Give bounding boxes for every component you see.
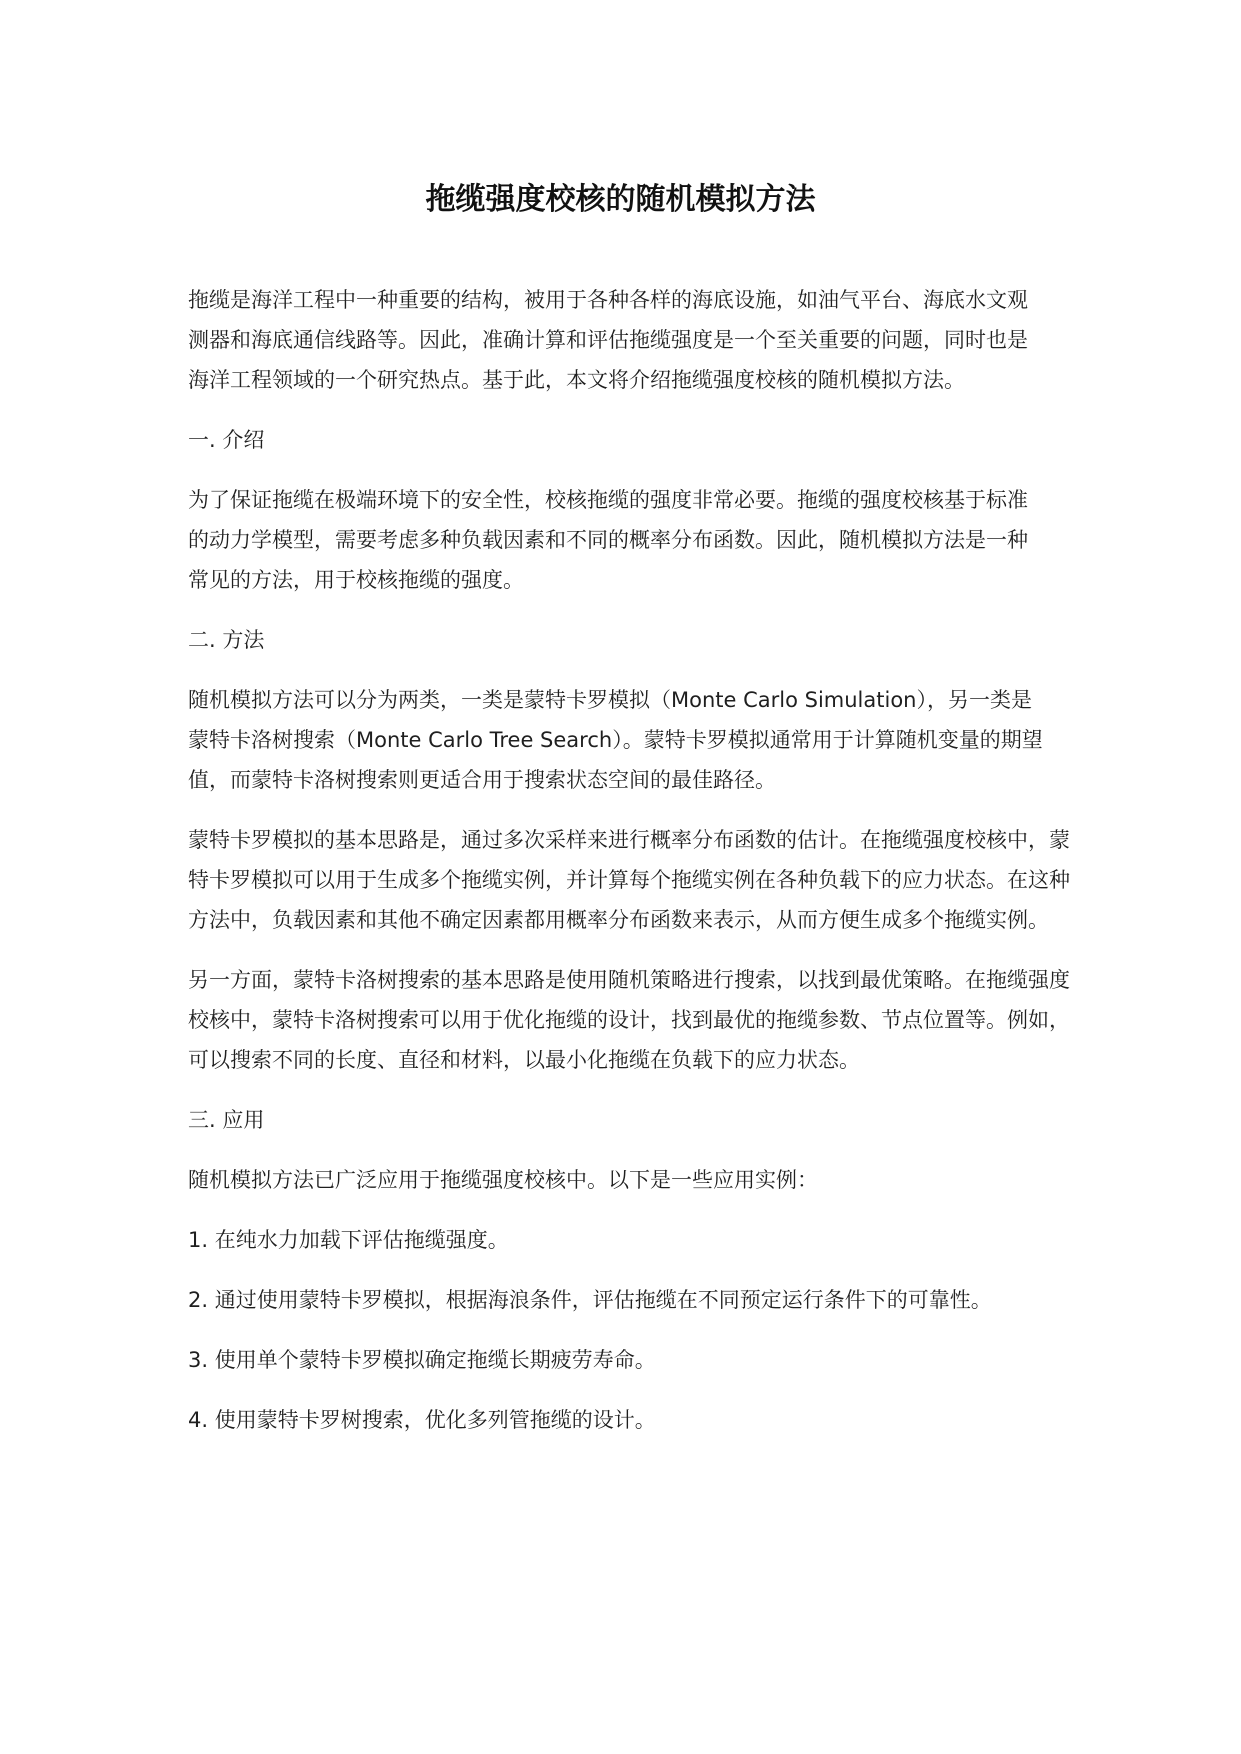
section-heading-method: 二. 方法 [188, 628, 265, 652]
introduction-paragraph: 为了保证拖缆在极端环境下的安全性，校核拖缆的强度非常必要。拖缆的强度校核基于标准的动力学模型，需要考虑多种负载因素和不同的概率分布函数。因此，随机模拟方法是一种常见的方法，用于校核拖缆的强度。 [188, 488, 1028, 592]
document-title: 拖缆强度校核的随机模拟方法 [425, 182, 816, 217]
list-item: 1. 在纯水力加载下评估拖缆强度。 [188, 1228, 509, 1252]
method-paragraph-tree-search: 另一方面，蒙特卡洛树搜索的基本思路是使用随机策略进行搜索，以找到最优策略。在拖缆强度校核中，蒙特卡洛树搜索可以用于优化拖缆的设计，找到最优的拖缆参数、节点位置等。例如，可以搜索不同的长度、直径和材料，以最小化拖缆在负载下的应力状态。 [188, 968, 1070, 1072]
list-item: 2. 通过使用蒙特卡罗模拟，根据海浪条件，评估拖缆在不同预定运行条件下的可靠性。 [188, 1288, 992, 1312]
method-paragraph-overview: 随机模拟方法可以分为两类，一类是蒙特卡罗模拟（Monte Carlo Simulation），另一类是蒙特卡洛树搜索（Monte Carlo Tree Search）。蒙特卡罗模拟通常用于计算随机变量的期望值，而蒙特卡洛树搜索则更适合用于搜索状态空间的最佳路径。 [188, 688, 1043, 792]
method-paragraph-monte-carlo: 蒙特卡罗模拟的基本思路是，通过多次采样来进行概率分布函数的估计。在拖缆强度校核中，蒙特卡罗模拟可以用于生成多个拖缆实例，并计算每个拖缆实例在各种负载下的应力状态。在这种方法中，负载因素和其他不确定因素都用概率分布函数来表示，从而方便生成多个拖缆实例。 [188, 828, 1070, 932]
intro-paragraph: 拖缆是海洋工程中一种重要的结构，被用于各种各样的海底设施，如油气平台、海底水文观测器和海底通信线路等。因此，准确计算和评估拖缆强度是一个至关重要的问题，同时也是海洋工程领域的一个研究热点。基于此，本文将介绍拖缆强度校核的随机模拟方法。 [188, 288, 1028, 392]
section-heading-application: 三. 应用 [188, 1108, 265, 1132]
section-heading-introduction: 一. 介绍 [188, 428, 265, 452]
document-body [188, 280, 1073, 1460]
list-item: 3. 使用单个蒙特卡罗模拟确定拖缆长期疲劳寿命。 [188, 1348, 656, 1372]
application-paragraph: 随机模拟方法已广泛应用于拖缆强度校核中。以下是一些应用实例： [188, 1168, 818, 1192]
list-item: 4. 使用蒙特卡罗树搜索，优化多列管拖缆的设计。 [188, 1408, 656, 1432]
